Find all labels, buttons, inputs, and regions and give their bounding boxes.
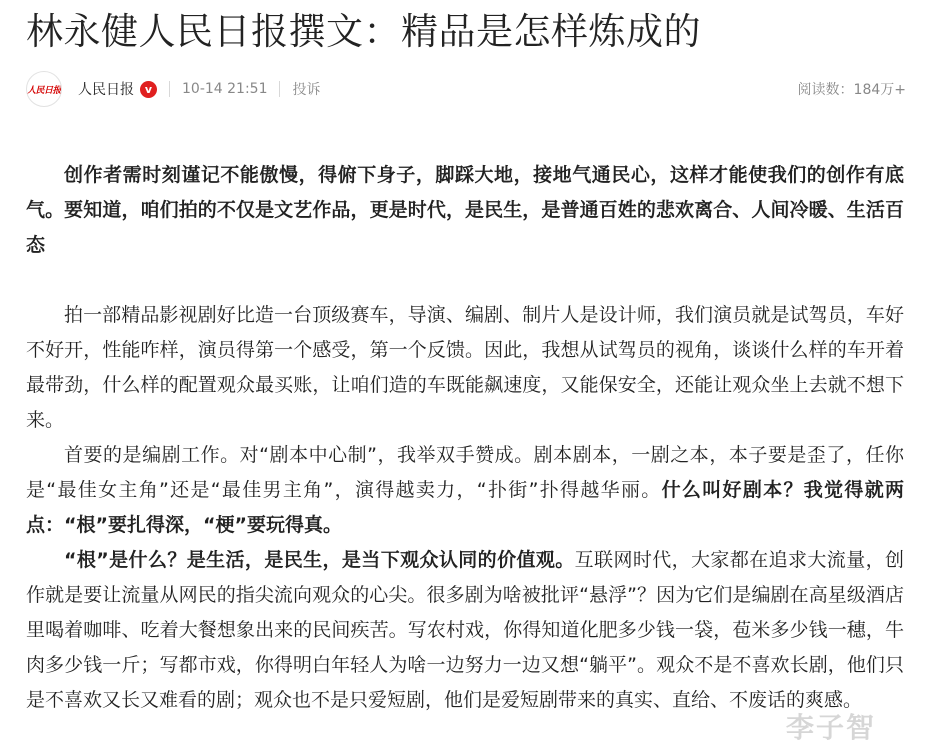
lead-paragraph: 创作者需时刻谨记不能傲慢，得俯下身子，脚踩大地，接地气通民心，这样才能使我们的创作有底气。要知道，咱们拍的不仅是文艺作品，更是时代，是民生，是普通百姓的悲欢离合、人间冷暖、生活百态 [26, 164, 904, 256]
paragraph-2 [26, 438, 904, 543]
page-title: 林永健人民日报撰文：精品是怎样炼成的 [26, 10, 701, 53]
publish-time: 10-14 21:51 [182, 81, 268, 97]
avatar[interactable] [26, 71, 62, 107]
verified-icon: v [140, 81, 157, 98]
read-count: 阅读数：184万+ [797, 82, 906, 98]
paragraph-3 [26, 543, 904, 718]
report-link[interactable]: 投诉 [292, 82, 321, 98]
paragraph-2-bold: 什么叫好剧本？我觉得就两点：“根”要扎得深，“梗”要玩得真。 [26, 479, 904, 536]
paragraph-3-text: 互联网时代，大家都在追求大流量，创作就是要让流量从网民的指尖流向观众的心尖。很多剧为啥被批评“悬浮”？因为它们是编剧在高星级酒店里喝着咖啡、吃着大餐想象出来的民间疾苦。写农村戏，你得知道化肥多少钱一袋，苞米多少钱一穗，牛肉多少钱一斤；写都市戏，你得明白年轻人为啥一边努力一边又想“躺平”。观众不是不喜欢长剧，他们只是不喜欢又长又难看的剧；观众也不是只爱短剧，他们是爱短剧带来的真实、直给、不废话的爽感。 [26, 549, 904, 711]
divider [169, 81, 170, 97]
watermark: 李子智 [786, 711, 877, 744]
divider [279, 81, 280, 97]
avatar-logo: 人民日报 [27, 85, 62, 96]
article-meta [26, 74, 906, 104]
paragraph-1: 拍一部精品影视剧好比造一台顶级赛车，导演、编剧、制片人是设计师，我们演员就是试驾员，车好不好开，性能咋样，演员得第一个感受，第一个反馈。因此，我想从试驾员的视角，谈谈什么样的车开着最带劲，什么样的配置观众最买账，让咱们造的车既能飙速度，又能保安全，还能让观众坐上去就不想下来。 [26, 304, 904, 431]
author-name[interactable]: 人民日报 [78, 82, 134, 98]
paragraph-3-bold: “根”是什么？是生活，是民生，是当下观众认同的价值观。 [64, 549, 575, 571]
article-body [26, 158, 904, 718]
paragraph-2-text: 首要的是编剧工作。对“剧本中心制”，我举双手赞成。剧本剧本，一剧之本，本子要是歪了，任你是“最佳女主角”还是“最佳男主角”，演得越卖力，“扑街”扑得越华丽。 [26, 444, 904, 501]
